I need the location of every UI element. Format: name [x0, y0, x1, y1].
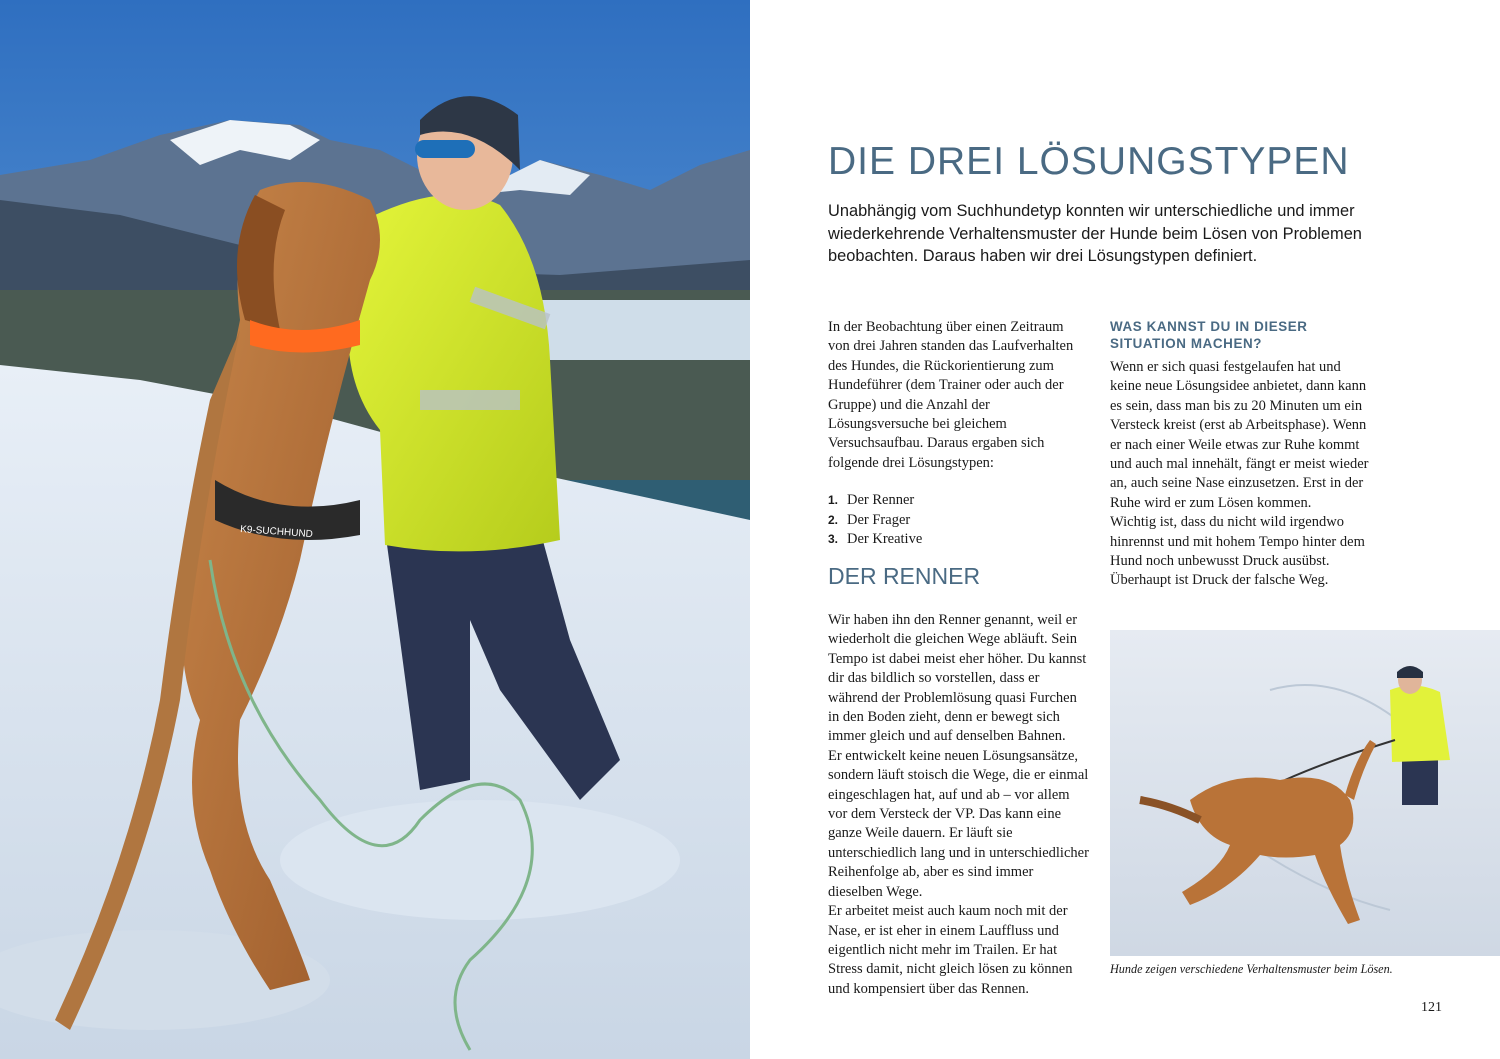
solution-types-list: [828, 491, 1078, 550]
list-item: 3. Der Kreative: [828, 531, 923, 548]
photo-caption: Hunde zeigen verschiedene Verhaltensmuster beim Lösen.: [1110, 962, 1393, 976]
column-left: [828, 318, 1078, 550]
photo-dog-jumping: [1110, 630, 1500, 956]
observation-paragraph: In der Beobachtung über einen Zeitraum von drei Jahren standen das Laufverhalten des Hundes, die Rückorientierung zum Hundeführer (dem Trainer oder auch der Gruppe) und die Anzahl der Lösungsversuche bei gleichem Versuchsaufbau. Daraus ergaben sich folgende drei Lösungstypen:: [828, 319, 1074, 471]
list-item: 1. Der Renner: [828, 492, 915, 509]
page-title: DIE DREI LÖSUNGSTYPEN: [828, 140, 1350, 183]
renner-paragraph-3: Er arbeitet meist auch kaum noch mit der Nase, er ist eher in einem Lauffluss und eigentlich nicht mehr im Trailen. Er hat Stress damit, nicht gleich lösen zu können und kompensiert über das Rennen.: [828, 903, 1073, 997]
advice-paragraph-2: Wichtig ist, dass du nicht wild irgendwo hinrennst und mit hohem Tempo hinter dem Hund noch unbewusst Druck ausübst. Überhaupt ist Druck der falsche Weg.: [1110, 514, 1365, 589]
renner-paragraph-1: Wir haben ihn den Renner genannt, weil er wiederholt die gleichen Wege abläuft. Sein Tempo ist dabei meist eher höher. Du kannst dir das bildlich so vorstellen, dass er während der Problemlösung quasi Furchen in den Boden zieht, denn er bewegt sich immer gleich und auf denselben Bahnen.: [828, 612, 1087, 745]
section-heading-renner: DER RENNER: [828, 563, 981, 589]
renner-paragraph-2: Er entwickelt keine neuen Lösungsansätze, sondern läuft stoisch die Wege, die er einmal eingeschlagen hat, auf und ab – vor allem vor dem Versteck der VP. Das kann eine ganze Weile dauern. Er läuft sie unterschiedlich lang und in unterschiedlicher Reihenfolge ab, aber es sind immer dieselben Wege.: [828, 747, 1089, 900]
advice-paragraph-1: Wenn er sich quasi festgelaufen hat und keine neue Lösungsidee anbietet, dann kann es sein, dass man bis zu 20 Minuten um ein Versteck kreist (erst ab Arbeitsphase). Wenn er nach einer Weile etwas zur Ruhe kommt und auch mal innehält, fängt er meist wieder an, auch seine Nase einzusetzen. Erst in der Ruhe wird er zum Lösen kommen.: [1110, 359, 1369, 511]
dog-jumping-illustration: [1110, 630, 1500, 956]
list-item: 2. Der Frager: [828, 511, 911, 528]
renner-section: [828, 611, 1090, 999]
column-right: [1110, 318, 1375, 591]
intro-paragraph: Unabhängig vom Suchhundetyp konnten wir unterschiedliche und immer wiederkehrende Verhaltensmuster der Hunde beim Lösen von Problemen beobachten. Daraus haben wir drei Lösungstypen definiert.: [828, 202, 1362, 265]
page-number: 121: [1421, 1000, 1442, 1015]
harness-label: K9-SUCHHUND: [239, 524, 314, 541]
subheading-what-can-you-do: WAS KANNST DU IN DIESER SITUATION MACHEN?: [1110, 319, 1308, 351]
